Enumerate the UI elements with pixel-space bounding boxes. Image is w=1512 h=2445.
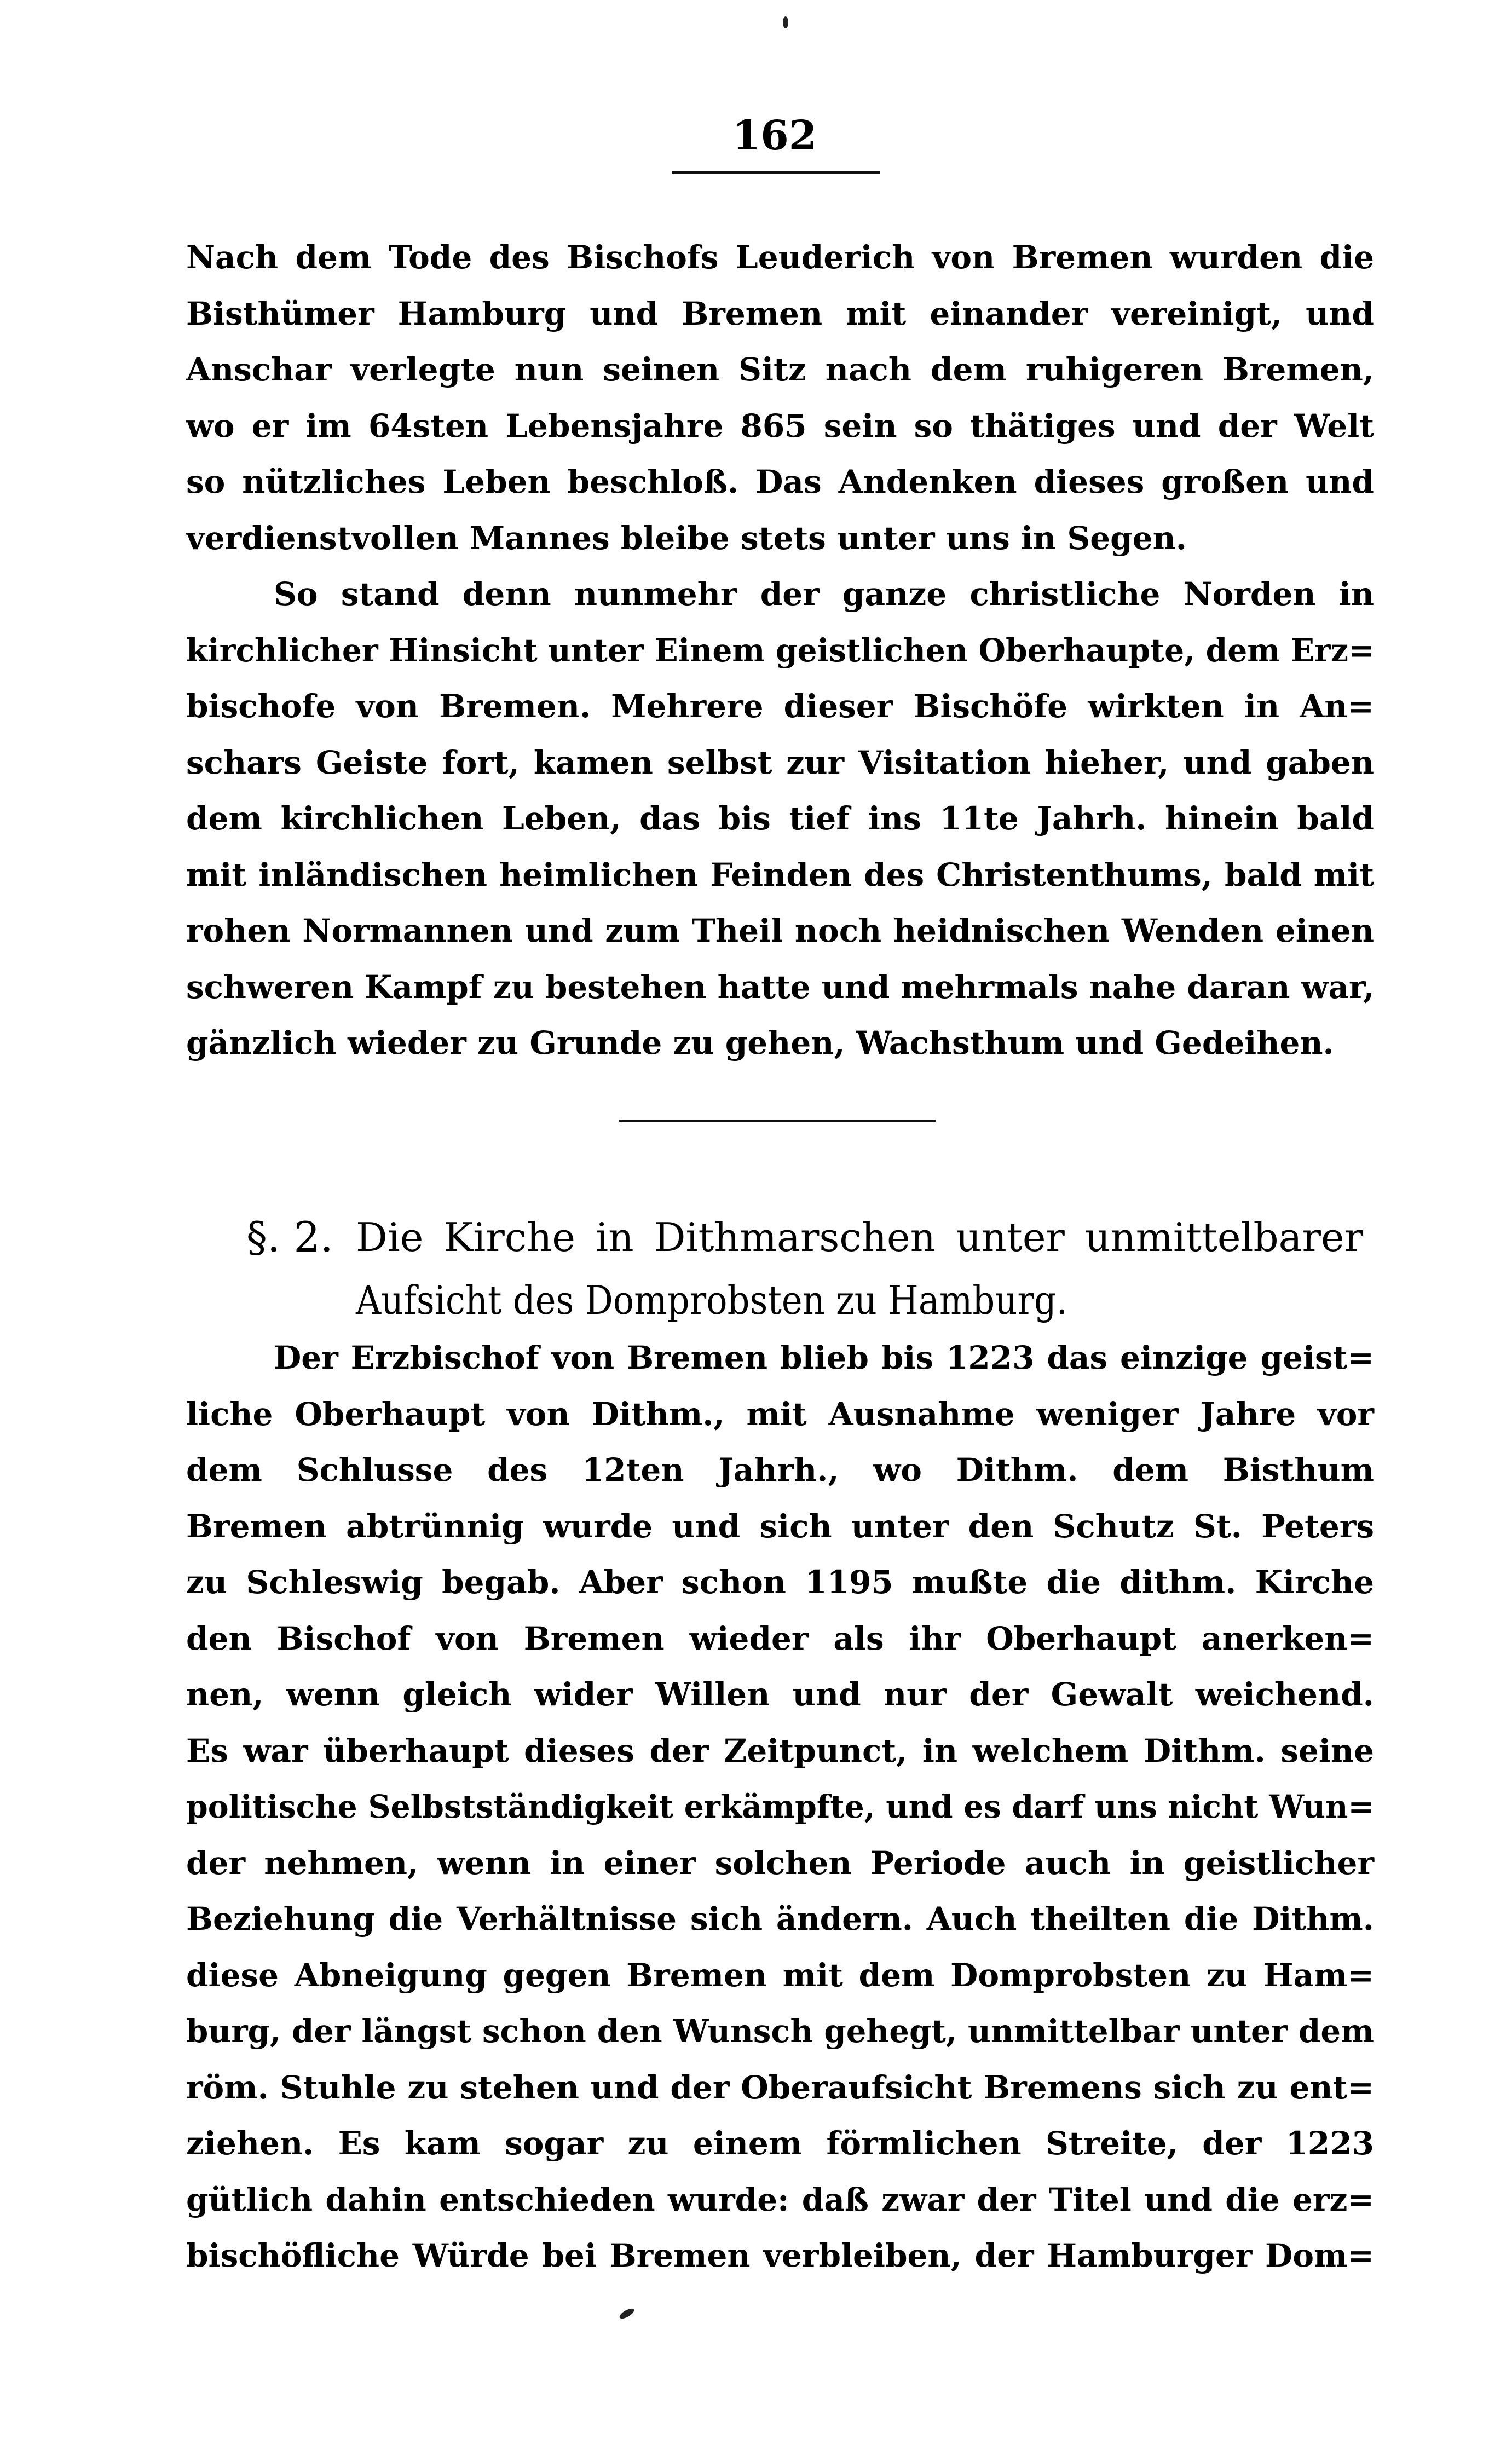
page-number: 162: [732, 112, 817, 159]
text-line: dem Schlusse des 12ten Jahrh., wo Dithm. dem Bisthum: [186, 1451, 1374, 1489]
text-line: kirchlicher Hinsicht unter Einem geistlichen Oberhaupte, dem Erz=: [186, 631, 1375, 669]
text-line: mit inländischen heimlichen Feinden des Christenthums, bald mit: [186, 856, 1374, 893]
text-line: schweren Kampf zu bestehen hatte und mehrmals nahe daran war,: [186, 968, 1375, 1006]
text-line: dem kirchlichen Leben, das bis tief ins 11te Jahrh. hinein bald: [186, 800, 1374, 837]
scan-speck: [618, 2306, 636, 2320]
text-line: bischofe von Bremen. Mehrere dieser Bischöfe wirkten in An=: [186, 688, 1374, 725]
text-line: burg, der längst schon den Wunsch gehegt, unmittelbar unter dem: [186, 2012, 1374, 2050]
text-line: Bremen abtrünnig wurde und sich unter den Schutz St. Peters: [186, 1507, 1374, 1545]
text-line: Anschar verlegte nun seinen Sitz nach dem ruhigeren Bremen,: [186, 351, 1374, 388]
text-line: politische Selbstständigkeit erkämpfte, und es darf uns nicht Wun=: [186, 1788, 1375, 1825]
scan-speck: [783, 16, 788, 28]
text-line: Bisthümer Hamburg und Bremen mit einander vereinigt, und: [186, 295, 1374, 332]
text-line: Nach dem Tode des Bischofs Leuderich von Bremen wurden die: [186, 239, 1374, 276]
text-line: Es war überhaupt dieses der Zeitpunct, in welchem Dithm. seine: [186, 1732, 1374, 1769]
text-line: So stand denn nunmehr der ganze christliche Norden in: [274, 575, 1374, 613]
text-line: diese Abneigung gegen Bremen mit dem Domprobsten zu Ham=: [186, 1956, 1374, 1994]
text-line: Beziehung die Verhältnisse sich ändern. Auch theilten die Dithm.: [186, 1900, 1374, 1937]
section-divider: [619, 1120, 936, 1122]
text-line: rohen Normannen und zum Theil noch heidnischen Wenden einen: [186, 912, 1374, 949]
text-line: röm. Stuhle zu stehen und der Oberaufsicht Bremens sich zu ent=: [186, 2068, 1374, 2106]
section-number: §. 2.: [246, 1213, 333, 1261]
text-line: bischöfliche Würde bei Bremen verbleiben, der Hamburger Dom=: [186, 2237, 1374, 2274]
text-line: nen, wenn gleich wider Willen und nur der Gewalt weichend.: [186, 1676, 1374, 1713]
text-line: ziehen. Es kam sogar zu einem förmlichen Streite, der 1223: [186, 2125, 1374, 2162]
text-line: der nehmen, wenn in einer solchen Periode auch in geistlicher: [186, 1844, 1374, 1882]
text-line: verdienstvollen Mannes bleibe stets unter uns in Segen.: [186, 519, 1187, 557]
text-line: zu Schleswig begab. Aber schon 1195 mußte die dithm. Kirche: [186, 1564, 1374, 1601]
text-line: gütlich dahin entschieden wurde: daß zwar der Titel und die erz=: [186, 2181, 1374, 2218]
text-line: so nützliches Leben beschloß. Das Andenken dieses großen und: [186, 463, 1374, 500]
text-line: gänzlich wieder zu Grunde zu gehen, Wachsthum und Gedeihen.: [186, 1024, 1334, 1062]
heading-line: Die Kirche in Dithmarschen unter unmittelbarer: [356, 1214, 1363, 1260]
text-line: liche Oberhaupt von Dithm., mit Ausnahme weniger Jahre vor: [186, 1395, 1374, 1433]
header-rule: [672, 171, 880, 174]
heading-line: Aufsicht des Domprobsten zu Hamburg.: [356, 1277, 1068, 1323]
text-line: Der Erzbischof von Bremen blieb bis 1223 das einzige geist=: [274, 1339, 1374, 1376]
text-line: den Bischof von Bremen wieder als ihr Oberhaupt anerken=: [186, 1619, 1374, 1657]
text-line: wo er im 64sten Lebensjahre 865 sein so thätiges und der Welt: [186, 407, 1374, 445]
text-line: schars Geiste fort, kamen selbst zur Visitation hieher, und gaben: [186, 743, 1374, 781]
